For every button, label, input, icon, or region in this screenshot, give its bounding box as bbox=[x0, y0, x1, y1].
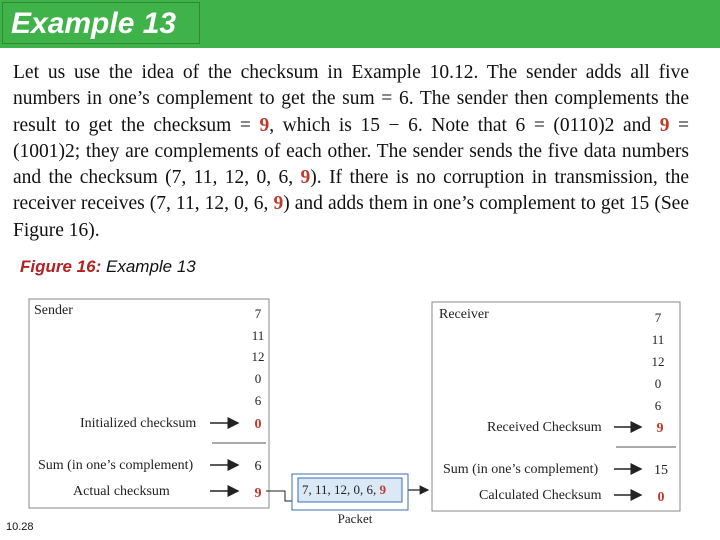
para-received-checksum: 9 bbox=[273, 193, 284, 215]
sender-init-label: Initialized checksum bbox=[80, 416, 197, 431]
sender-sum-value: 6 bbox=[254, 459, 262, 474]
sender-number: 12 bbox=[251, 349, 265, 364]
slide-number: 10.28 bbox=[6, 521, 34, 533]
packet-data-values: 7, 11, 12, 0, 6, bbox=[302, 482, 380, 497]
para-sent-checksum: 9 bbox=[300, 167, 311, 189]
para-checksum-value: 9 bbox=[259, 114, 270, 136]
sender-init-value: 0 bbox=[254, 417, 262, 432]
para-text-2: , which is 15 − 6. Note that 6 = (0110)2 and bbox=[269, 114, 660, 136]
receiver-calc-label: Calculated Checksum bbox=[479, 488, 602, 503]
receiver-sum-value: 15 bbox=[654, 463, 668, 478]
para-text-4: ). If there is no corruption in transmission, the receiver receives (7, 11, 12, 0, 6, bbox=[13, 167, 689, 215]
sender-sum-label: Sum (in one’s complement) bbox=[38, 458, 194, 473]
sender-number: 7 bbox=[254, 306, 262, 321]
receiver-number: 6 bbox=[654, 398, 662, 413]
para-text-1: Let us use the idea of the checksum in Example 10.12. The sender adds all five numbers in one’s complement to get the sum = 6. The sender then complements the result to get the checksum = bbox=[13, 62, 689, 136]
page-title: Example 13 bbox=[11, 7, 177, 40]
receiver-recv-label: Received Checksum bbox=[487, 420, 602, 435]
figure-name: Example 13 bbox=[105, 257, 196, 276]
receiver-number: 0 bbox=[654, 376, 662, 391]
receiver-number: 7 bbox=[654, 310, 662, 325]
sender-to-packet-line bbox=[266, 491, 292, 501]
receiver-number: 11 bbox=[651, 332, 665, 347]
sender-actual-label: Actual checksum bbox=[73, 484, 170, 499]
sender-number: 0 bbox=[254, 371, 262, 386]
sender-title: Sender bbox=[34, 303, 73, 318]
sender-actual-value: 9 bbox=[254, 486, 262, 501]
sender-number: 11 bbox=[251, 328, 265, 343]
sender-box bbox=[29, 299, 269, 508]
figure-label: Figure 16: bbox=[20, 257, 102, 276]
receiver-number: 12 bbox=[651, 354, 665, 369]
packet-label: Packet bbox=[337, 511, 373, 526]
receiver-title: Receiver bbox=[439, 307, 489, 322]
receiver-recv-value: 9 bbox=[656, 421, 664, 436]
receiver-calc-value: 0 bbox=[657, 490, 665, 505]
sender-number: 6 bbox=[254, 393, 262, 408]
para-text-5: ) and adds them in one’s complement to get 15 (See Figure 16). bbox=[13, 193, 689, 241]
packet-data bbox=[302, 482, 387, 497]
receiver-box bbox=[432, 302, 680, 511]
receiver-sum-label: Sum (in one’s complement) bbox=[443, 462, 599, 477]
para-complement-value: 9 bbox=[659, 114, 670, 136]
para-text-3: = (1001)2; they are complements of each other. The sender sends the five data numbers and the checksum (7, 11, 12, 0, 6, bbox=[13, 114, 689, 189]
packet-checksum: 9 bbox=[379, 482, 387, 497]
